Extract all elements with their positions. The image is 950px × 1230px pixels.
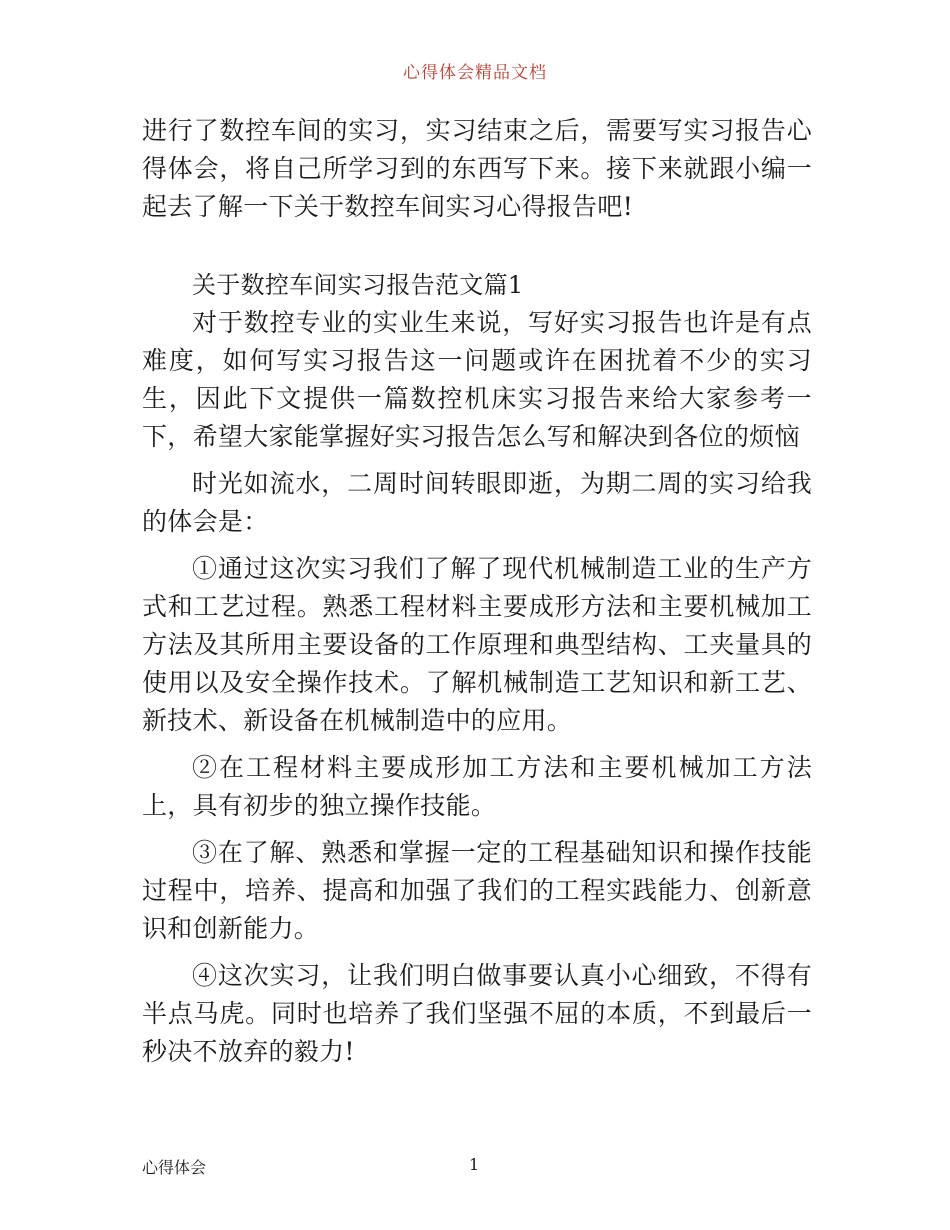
section-title: 关于数控车间实习报告范文篇1 bbox=[192, 271, 524, 299]
body-paragraph: 对于数控专业的实业生来说，写好实习报告也许是有点难度，如何写实习报告这一问题或许在困扰着不少的实习生，因此下文提供一篇数控机床实习报告来给大家参考一下，希望大家能掌握好实习报告怎么写和解决到各位的烦恼 bbox=[142, 308, 812, 451]
body-paragraph: ①通过这次实习我们了解了现代机械制造工业的生产方式和工艺过程。熟悉工程材料主要成形方法和主要机械加工方法及其所用主要设备的工作原理和典型结构、工夹量具的使用以及安全操作技术。了解机械制造工艺知识和新工艺、新技术、新设备在机械制造中的应用。 bbox=[142, 554, 812, 735]
intro-paragraph: 进行了数控车间的实习，实习结束之后，需要写实习报告心得体会，将自己所学习到的东西写下来。接下来就跟小编一起去了解一下关于数控车间实习心得报告吧! bbox=[142, 116, 812, 221]
body-paragraph: ③在了解、熟悉和掌握一定的工程基础知识和操作技能过程中，培养、提高和加强了我们的工程实践能力、创新意识和创新能力。 bbox=[142, 838, 812, 943]
body-paragraph: 时光如流水，二周时间转眼即逝，为期二周的实习给我的体会是： bbox=[142, 469, 812, 536]
footer-label: 心得体会 bbox=[142, 1158, 207, 1177]
page-header-title: 心得体会精品文档 bbox=[403, 63, 547, 83]
page-number: 1 bbox=[469, 1155, 480, 1174]
body-paragraph: ②在工程材料主要成形加工方法和主要机械加工方法上，具有初步的独立操作技能。 bbox=[142, 753, 812, 820]
document-body bbox=[142, 112, 812, 1071]
body-paragraph: ④这次实习，让我们明白做事要认真小心细致，不得有半点马虎。同时也培养了我们坚强不屈的本质，不到最后一秒决不放弃的毅力! bbox=[142, 961, 812, 1066]
paragraph-spacer bbox=[142, 226, 812, 266]
